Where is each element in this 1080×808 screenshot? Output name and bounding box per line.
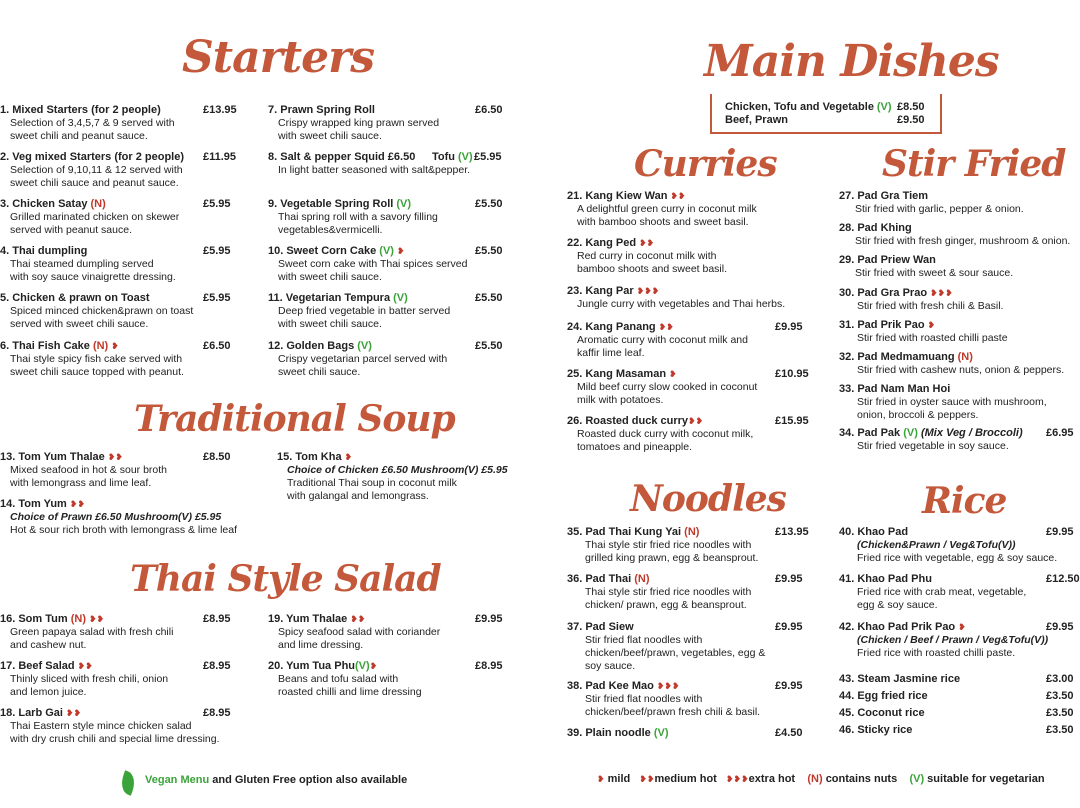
item-price: £4.50 — [775, 727, 803, 739]
legend: ❥ mild ❥❥medium hot ❥❥❥extra hot (N) contains nuts (V) suitable for vegetarian — [597, 773, 1045, 785]
chili-icon: ❥❥ — [658, 322, 674, 332]
chili-icon: ❥❥ — [670, 191, 686, 201]
chili-icon: ❥ — [397, 246, 405, 256]
menu-item: 3. Chicken Satay (N) Grilled marinated chicken on skewer served with peanut sauce. — [0, 198, 180, 236]
menu-item: 2. Veg mixed Starters (for 2 people) Selection of 9,10,11 & 12 served with sweet chili sauce and peanut sauce. — [0, 151, 185, 189]
menu-item: 11. Vegetarian Tempura (V) Deep fried vegetable in batter served with sweet chili sauce. — [268, 292, 451, 330]
rice-title: Rice — [922, 480, 1007, 522]
menu-item: 26. Roasted duck curry❥❥ Roasted duck curry with coconut milk, tomatoes and pineapple. — [567, 415, 754, 453]
item-price: £9.95 — [775, 321, 803, 333]
menu-item: 33. Pad Nam Man Hoi Stir fried in oyster sauce with mushroom, onion, broccoli & peppers. — [839, 383, 1047, 421]
leaf-icon — [118, 770, 139, 795]
menu-item: 27. Pad Gra Tiem Stir fried with garlic, pepper & onion. — [839, 190, 1024, 215]
chili-icon: ❥❥ — [66, 708, 82, 718]
item-price: £9.95 — [475, 613, 503, 625]
menu-item: 9. Vegetable Spring Roll (V) Thai spring roll with a savory filling vegetables&vermicelli. — [268, 198, 438, 236]
chili-icon: ❥ — [958, 622, 966, 632]
item-price: £6.95 — [1046, 427, 1074, 439]
chili-icon: ❥❥ — [77, 661, 93, 671]
menu-item: 14. Tom Yum ❥❥ Choice of Prawn £6.50 Mushroom(V) £5.95 Hot & sour rich broth with lemongrass & lime leaf — [0, 498, 238, 536]
item-price: £9.95 — [775, 680, 803, 692]
main-dishes-title: Main Dishes — [704, 36, 999, 87]
menu-item: 44. Egg fried rice — [839, 690, 928, 702]
item-price: £13.95 — [203, 104, 237, 116]
item-price: £3.50 — [1046, 724, 1074, 736]
menu-item: 23. Kang Par ❥❥❥ Jungle curry with vegetables and Thai herbs. — [567, 285, 786, 310]
stir-fried-title: Stir Fried — [882, 143, 1066, 185]
chili-icon: ❥ — [369, 661, 378, 671]
chili-icon: ❥❥❥ — [656, 681, 680, 691]
item-price: £11.95 — [203, 151, 237, 163]
item-price: £9.95 — [1046, 621, 1074, 633]
main-box-price-2: £9.50 — [897, 114, 925, 126]
item-price: £3.00 — [1046, 673, 1074, 685]
menu-item: 21. Kang Kiew Wan ❥❥ A delightful green curry in coconut milk with bamboo shoots and sweet basil. — [567, 190, 757, 228]
item-price: £6.50 — [475, 104, 503, 116]
item-price: £5.50 — [475, 340, 503, 352]
item-price: £8.95 — [203, 707, 231, 719]
item-price: £9.95 — [1046, 526, 1074, 538]
menu-item: 41. Khao Pad Phu Fried rice with crab meat, vegetable, egg & soy sauce. — [839, 573, 1027, 611]
chili-icon: ❥❥ — [688, 416, 704, 426]
menu-item: 4. Thai dumpling Thai steamed dumpling served with soy sauce vinaigrette dressing. — [0, 245, 176, 283]
menu-item: 1. Mixed Starters (for 2 people) Selection of 3,4,5,7 & 9 served with sweet chili and peanut sauce. — [0, 104, 175, 142]
menu-item: 5. Chicken & prawn on Toast Spiced minced chicken&prawn on toast served with sweet chili sauce. — [0, 292, 194, 330]
chili-icon: ❥ — [111, 341, 119, 351]
menu-item: 20. Yum Tua Phu(V)❥ Beans and tofu salad with roasted chilli and lime dressing — [268, 660, 422, 698]
menu-item: 45. Coconut rice — [839, 707, 925, 719]
chili-icon: ❥❥ — [639, 238, 655, 248]
menu-item: 35. Pad Thai Kung Yai (N) Thai style stir fried rice noodles with grilled king prawn, egg & beansprout. — [567, 526, 759, 564]
chili-icon: ❥❥❥ — [930, 288, 953, 298]
item-price: £15.95 — [775, 415, 809, 427]
menu-item: 28. Pad Khing Stir fried with fresh ginger, mushroom & onion. — [839, 222, 1071, 247]
item-price: £12.50 — [1046, 573, 1080, 585]
item-price: £8.50 — [203, 451, 231, 463]
menu-item: 15. Tom Kha ❥ Choice of Chicken £6.50 Mushroom(V) £5.95 Traditional Thai soup in coconut milk with galangal and lemongrass. — [277, 451, 508, 502]
salad-title: Thai Style Salad — [130, 558, 441, 600]
item-price: £5.95 — [474, 151, 502, 163]
chili-icon: ❥❥ — [350, 614, 366, 624]
item-price: £9.95 — [775, 621, 803, 633]
menu-item: 16. Som Tum (N) ❥❥ Green papaya salad with fresh chili and cashew nut. — [0, 613, 174, 651]
item-price: £3.50 — [1046, 707, 1074, 719]
menu-item: 13. Tom Yum Thalae ❥❥ Mixed seafood in hot & sour broth with lemongrass and lime leaf. — [0, 451, 168, 489]
item-price: £5.50 — [475, 245, 503, 257]
item-price: £8.95 — [203, 613, 231, 625]
chili-icon: ❥ — [927, 320, 936, 330]
menu-item: 10. Sweet Corn Cake (V) ❥ Sweet corn cake with Thai spices served with sweet chili sauce. — [268, 245, 468, 283]
menu-item: 19. Yum Thalae ❥❥ Spicy seafood salad with coriander and lime dressing. — [268, 613, 441, 651]
starters-title: Starters — [182, 32, 375, 83]
chili-icon: ❥❥ — [69, 499, 85, 509]
menu-item: 29. Pad Priew Wan Stir fried with sweet & sour sauce. — [839, 254, 1014, 279]
menu-item: 6. Thai Fish Cake (N) ❥ Thai style spicy fish cake served with sweet chili sauce topped with peanut. — [0, 340, 184, 378]
menu-item: 34. Pad Pak (V) (Mix Veg / Broccoli) Stir fried vegetable in soy sauce. — [839, 427, 1023, 452]
menu-item: 12. Golden Bags (V) Crispy vegetarian parcel served with sweet chili sauce. — [268, 340, 448, 378]
item-price: £10.95 — [775, 368, 809, 380]
menu-item: 18. Larb Gai ❥❥ Thai Eastern style mince chicken salad with dry crush chili and special lime dressing. — [0, 707, 220, 745]
item-price: £8.95 — [203, 660, 231, 672]
chili-icon: ❥ — [597, 774, 605, 784]
menu-item: 32. Pad Medmamuang (N) Stir fried with cashew nuts, onion & peppers. — [839, 351, 1065, 376]
menu-item: 30. Pad Gra Prao ❥❥❥ Stir fried with fresh chili & Basil. — [839, 287, 1004, 312]
menu-item: 22. Kang Ped ❥❥ Red curry in coconut milk with bamboo shoots and sweet basil. — [567, 237, 728, 275]
menu-item: 24. Kang Panang ❥❥ Aromatic curry with coconut milk and kaffir lime leaf. — [567, 321, 748, 359]
tofu-option: Tofu (V) — [432, 151, 473, 163]
menu-item: 43. Steam Jasmine rice — [839, 673, 961, 685]
chili-icon: ❥❥❥ — [636, 286, 660, 296]
item-price: £6.50 — [203, 340, 231, 352]
item-price: £9.95 — [775, 573, 803, 585]
main-box-line-2: Beef, Prawn — [725, 114, 788, 126]
menu-item: 8. Salt & pepper Squid £6.50 In light batter seasoned with salt&pepper. — [268, 151, 471, 176]
chili-icon: ❥❥ — [639, 774, 655, 784]
menu-item: 46. Sticky rice — [839, 724, 913, 736]
noodles-title: Noodles — [630, 478, 786, 520]
item-price: £5.95 — [203, 198, 231, 210]
item-price: £3.50 — [1046, 690, 1074, 702]
chili-icon: ❥❥ — [89, 614, 105, 624]
chili-icon: ❥ — [344, 452, 353, 462]
menu-item: 39. Plain noodle (V) — [567, 727, 669, 739]
menu-item: 42. Khao Pad Prik Pao ❥ (Chicken / Beef / Prawn / Veg&Tofu(V)) Fried rice with roasted chilli paste. — [839, 621, 1049, 659]
chili-icon: ❥❥❥ — [726, 774, 749, 784]
menu-item: 17. Beef Salad ❥❥ Thinly sliced with fresh chili, onion and lemon juice. — [0, 660, 169, 698]
curries-title: Curries — [634, 143, 777, 185]
vegan-note: Vegan Menu and Gluten Free option also available — [145, 774, 408, 786]
menu-item: 38. Pad Kee Mao ❥❥❥ Stir fried flat noodles with chicken/beef/prawn fresh chili & basil. — [567, 680, 761, 718]
item-price: £13.95 — [775, 526, 809, 538]
main-box-line-1: Chicken, Tofu and Vegetable (V) — [725, 101, 892, 113]
soup-title: Traditional Soup — [134, 398, 455, 440]
chili-icon: ❥ — [669, 369, 677, 379]
chili-icon: ❥❥ — [107, 452, 123, 462]
item-price: £5.50 — [475, 198, 503, 210]
menu-item: 25. Kang Masaman ❥ Mild beef curry slow cooked in coconut milk with potatoes. — [567, 368, 758, 406]
menu-item: 36. Pad Thai (N) Thai style stir fried rice noodles with chicken/ prawn, egg & beansprout. — [567, 573, 752, 611]
menu-item: 37. Pad Siew Stir fried flat noodles with chicken/beef/prawn, vegetables, egg & soy sauce. — [567, 621, 766, 672]
menu-item: 31. Pad Prik Pao ❥ Stir fried with roasted chilli paste — [839, 319, 1008, 344]
item-price: £5.95 — [203, 292, 231, 304]
main-box-price-1: £8.50 — [897, 101, 925, 113]
item-price: £8.95 — [475, 660, 503, 672]
item-price: £5.95 — [203, 245, 231, 257]
item-price: £5.50 — [475, 292, 503, 304]
menu-item: 40. Khao Pad (Chicken&Prawn / Veg&Tofu(V)) Fried rice with vegetable, egg & soy sauce. — [839, 526, 1058, 564]
menu-item: 7. Prawn Spring Roll Crispy wrapped king prawn served with sweet chili sauce. — [268, 104, 440, 142]
